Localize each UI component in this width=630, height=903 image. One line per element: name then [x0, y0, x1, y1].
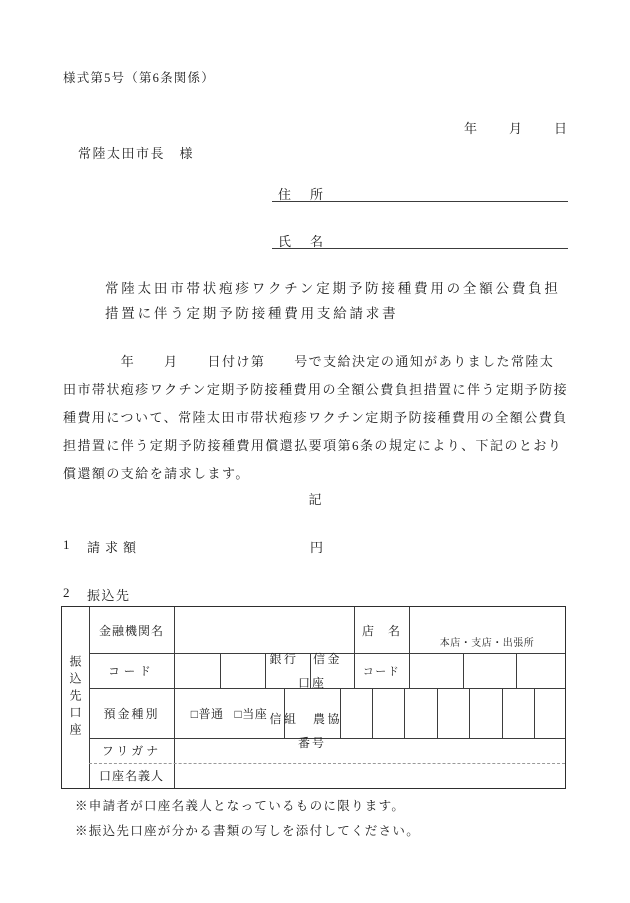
checkbox-current-option: □当座	[234, 706, 268, 721]
addressee-line: 常陸太田市長 様	[78, 146, 195, 161]
row-label-institution: 金融機関名	[98, 623, 164, 638]
transfer-item-label: 振込先	[87, 588, 131, 603]
deposit-type-options	[174, 688, 284, 738]
row-label-account-holder: 口座名義人	[98, 769, 164, 783]
branch-name-label: 店 名	[361, 623, 401, 638]
transfer-account-vertical-header	[62, 607, 89, 788]
body-paragraph-line: 償還額の支給を請求します。	[63, 466, 250, 481]
claim-amount-unit: 円	[310, 540, 324, 555]
claim-item-label: 請求額	[87, 540, 142, 555]
checkbox-ordinary-option: □普通	[190, 706, 224, 721]
body-paragraph-line: 担措置に伴う定期予防接種費用償還払要項第6条の規定により、下記のとおり	[63, 438, 563, 453]
row-label-furigana: フリガナ	[101, 744, 162, 758]
date-line: 年 月 日	[464, 121, 570, 136]
footnote-2: ※振込先口座が分かる書類の写しを添付してください。	[75, 824, 421, 838]
furigana-write-area	[174, 738, 565, 763]
body-paragraph-line: 田市帯状疱疹ワクチン定期予防接種費用の全額公費負担措置に伴う定期予防接	[63, 382, 569, 397]
account-number-cells	[340, 688, 565, 738]
claim-item-number: 1	[63, 537, 70, 552]
row-label-institution-code: コード	[108, 665, 155, 678]
record-mark: 記	[308, 492, 322, 507]
account-number-label-line1: 口座	[297, 676, 326, 690]
institution-type-options-line2: 信組 農協	[269, 712, 342, 726]
name-field	[272, 231, 568, 249]
account-number-label-line2: 番号	[297, 736, 326, 750]
name-label: 氏 名	[278, 234, 327, 249]
transfer-item-number: 2	[63, 585, 70, 600]
form-number: 様式第5号（第6条関係）	[63, 71, 215, 85]
branch-type-options: 本店・支店・出張所	[439, 638, 535, 649]
institution-type-options-line1: 銀行 信金	[269, 652, 342, 666]
address-label: 住 所	[278, 187, 327, 202]
branch-code-cells	[409, 653, 565, 688]
row-label-deposit-type: 預金種別	[103, 706, 160, 721]
body-paragraph-line: 種費用について、常陸太田市帯状疱疹ワクチン定期予防接種費用の全額公費負	[63, 410, 568, 425]
address-field	[272, 184, 568, 202]
transfer-account-vertical-label: 振込先口座	[68, 655, 82, 740]
transfer-table	[61, 606, 566, 789]
document-title-line2: 措置に伴う定期予防接種費用支給請求書	[105, 306, 399, 321]
branch-code-label: コード	[362, 665, 401, 678]
account-holder-write-area	[174, 763, 565, 788]
body-paragraph-line: 年 月 日付け第 号で支給決定の通知がありました常陸太	[63, 354, 555, 369]
footnote-1: ※申請者が口座名義人となっているものに限ります。	[75, 799, 406, 813]
document-title-line1: 常陸太田市帯状疱疹ワクチン定期予防接種費用の全額公費負担	[105, 281, 561, 296]
